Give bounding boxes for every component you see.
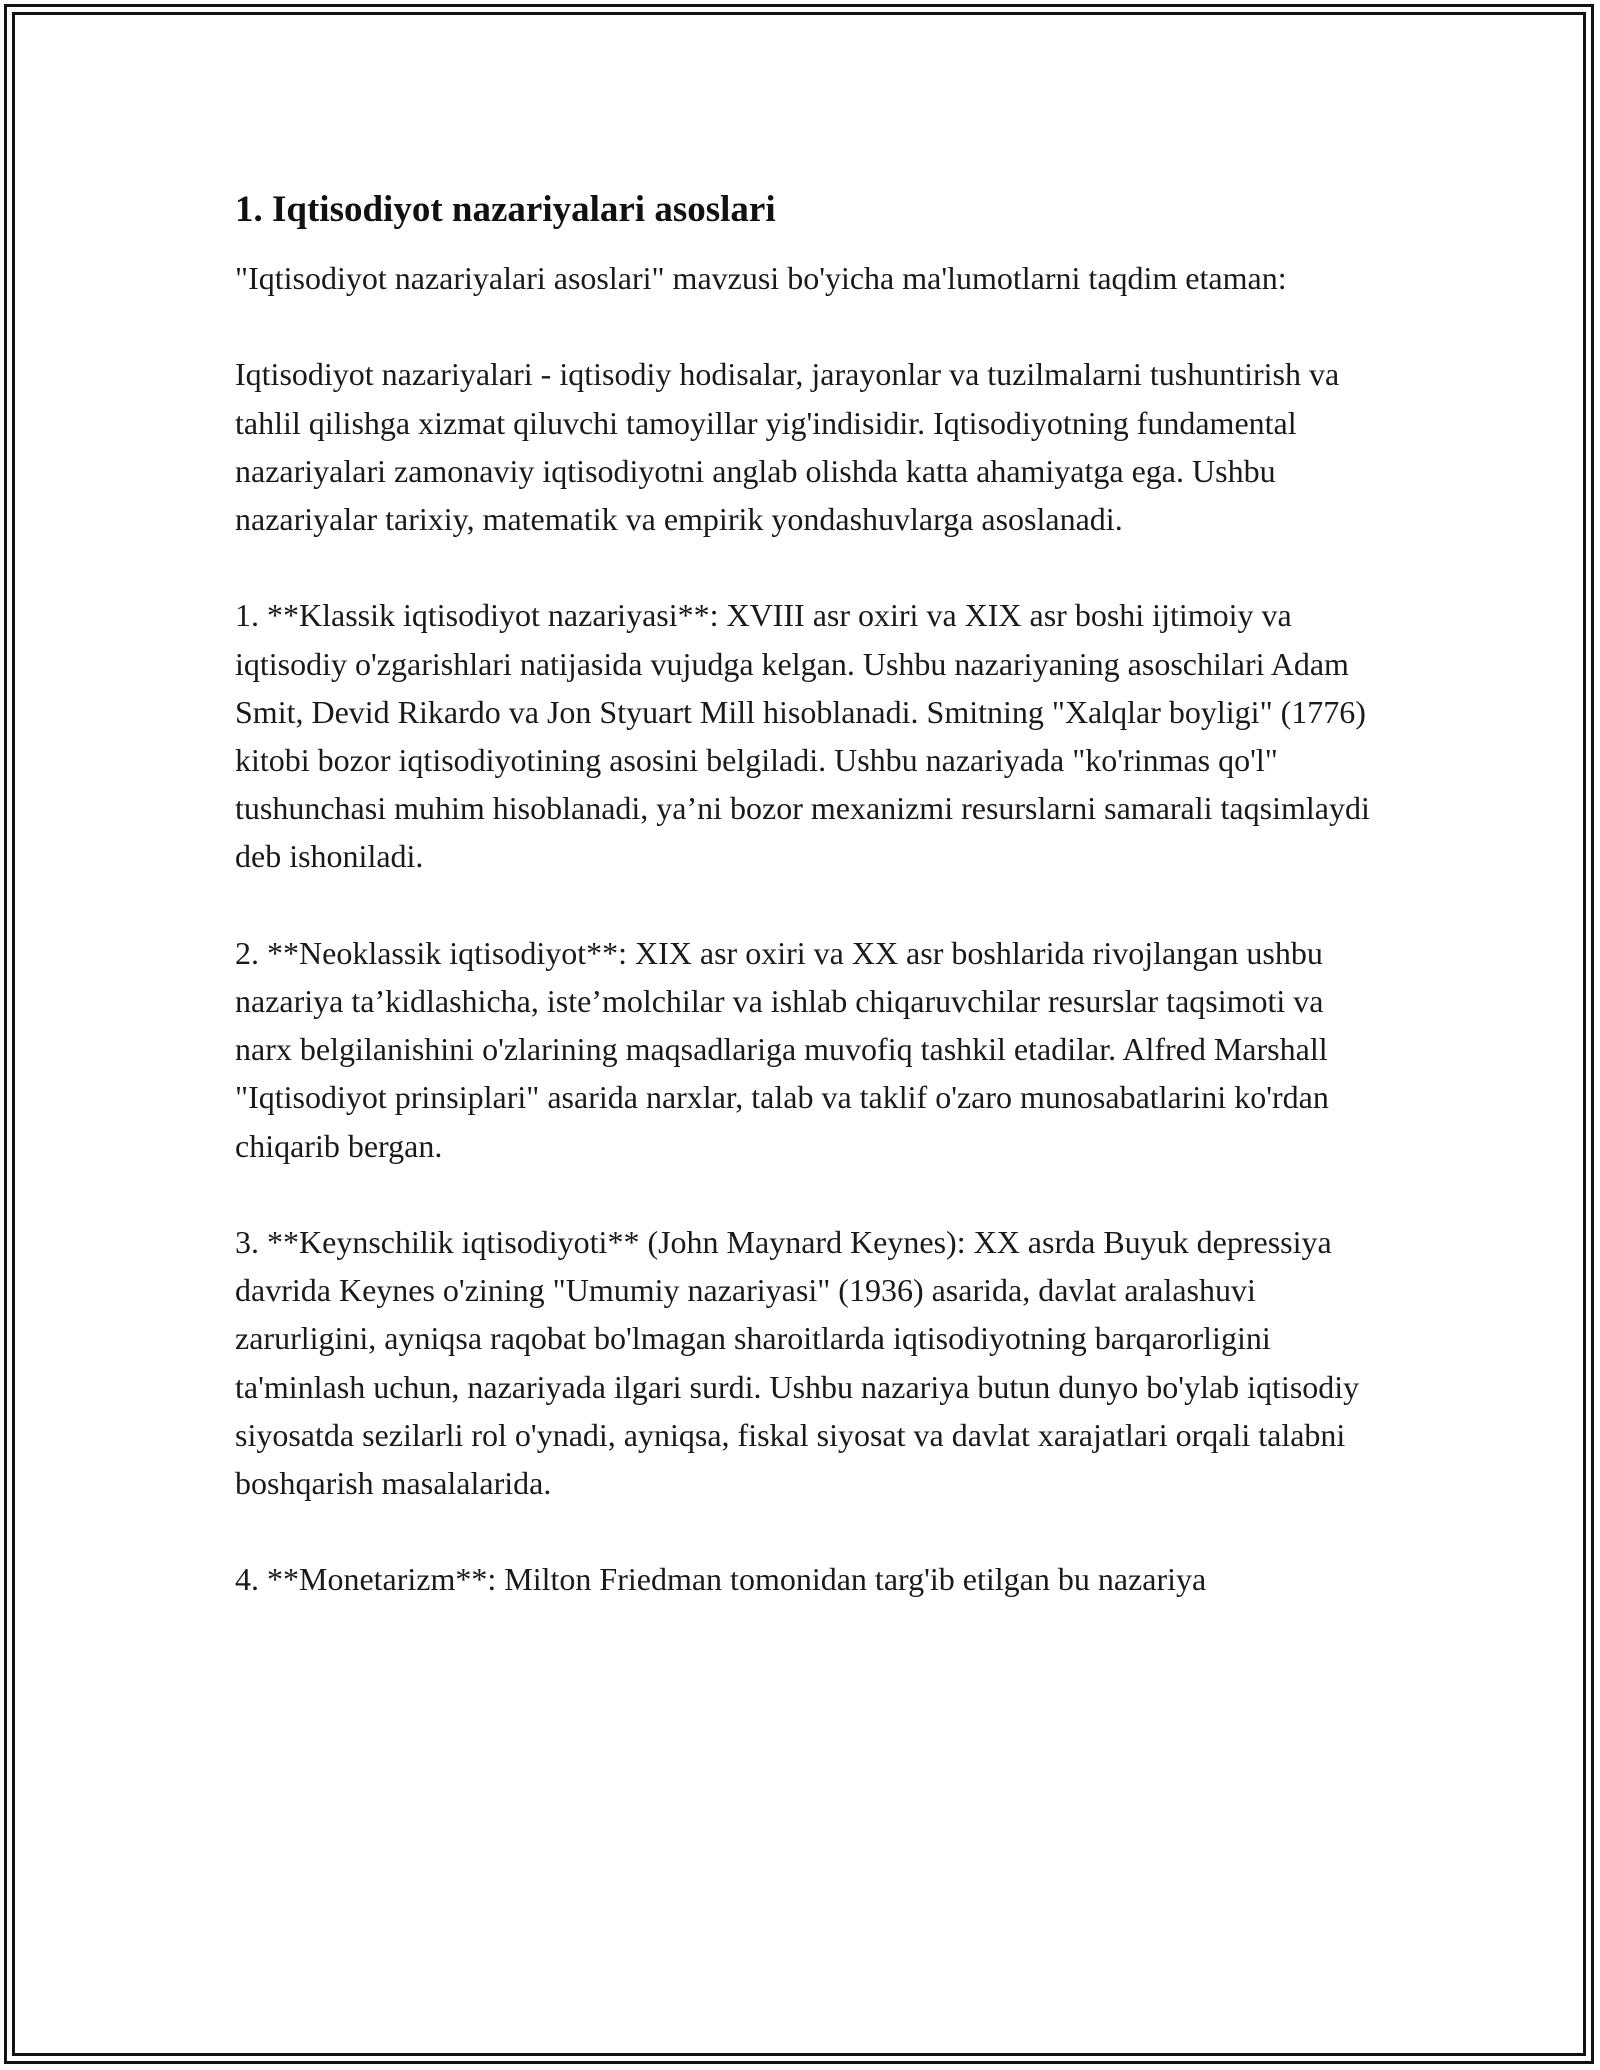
document-heading: 1. Iqtisodiyot nazariyalari asoslari [235, 189, 776, 230]
monetarism-paragraph: 4. **Monetarizm**: Milton Friedman tomonidan targ'ib etilgan bu nazariya [235, 1561, 1207, 1598]
classical-theory-paragraph: 1. **Klassik iqtisodiyot nazariyasi**: XVIII asr oxiri va XIX asr boshi ijtimoiy va iqtisodiy o'zgarishlari natijasida vujudga kelgan. Ushbu nazariyaning asoschilari Adam Smit, Devid Rikardo va Jon Styuart Mill hisoblanadi. Smitning "Xalqlar boyligi" (1776) kitobi bozor iqtisodiyotining asosini belgiladi. Ushbu nazariyada "ko'rinmas qo'l" tushunchasi muhim hisoblanadi, ya’ni bozor mexanizmi resurslarni samarali taqsimlaydi deb ishoniladi. [235, 597, 1370, 875]
document-body [235, 186, 1375, 1604]
keynesian-paragraph: 3. **Keynschilik iqtisodiyoti** (John Maynard Keynes): XX asrda Buyuk depressiya davrida Keynes o'zining "Umumiy nazariyasi" (1936) asarida, davlat aralashuvi zarurligini, ayniqsa raqobat bo'lmagan sharoitlarda iqtisodiyotning barqarorligini ta'minlash uchun, nazariyada ilgari surdi. Ushbu nazariya butun dunyo bo'ylab iqtisodiy siyosatda sezilarli rol o'ynadi, ayniqsa, fiskal siyosat va davlat xarajatlari orqali talabni boshqarish masalalarida. [235, 1224, 1360, 1502]
intro-paragraph: "Iqtisodiyot nazariyalari asoslari" mavzusi bo'yicha ma'lumotlarni taqdim etaman: [235, 260, 1287, 296]
neoclassical-paragraph: 2. **Neoklassik iqtisodiyot**: XIX asr oxiri va XX asr boshlarida rivojlangan ushbu nazariya ta’kidlashicha, iste’molchilar va ishlab chiqaruvchilar resurslar taqsimoti va narx belgilanishini o'zlarining maqsadlariga muvofiq tashkil etadilar. Alfred Marshall "Iqtisodiyot prinsiplari" asarida narxlar, talab va taklif o'zaro munosabatlarini ko'rdan chiqarib bergan. [235, 934, 1329, 1164]
definition-paragraph: Iqtisodiyot nazariyalari - iqtisodiy hodisalar, jarayonlar va tuzilmalarni tushuntirish va tahlil qilishga xizmat qiluvchi tamoyillar yig'indisidir. Iqtisodiyotning fundamental nazariyalari zamonaviy iqtisodiyotni anglab olishda katta ahamiyatga ega. Ushbu nazariyalar tarixiy, matematik va empirik yondashuvlarga asoslanadi. [235, 356, 1340, 537]
